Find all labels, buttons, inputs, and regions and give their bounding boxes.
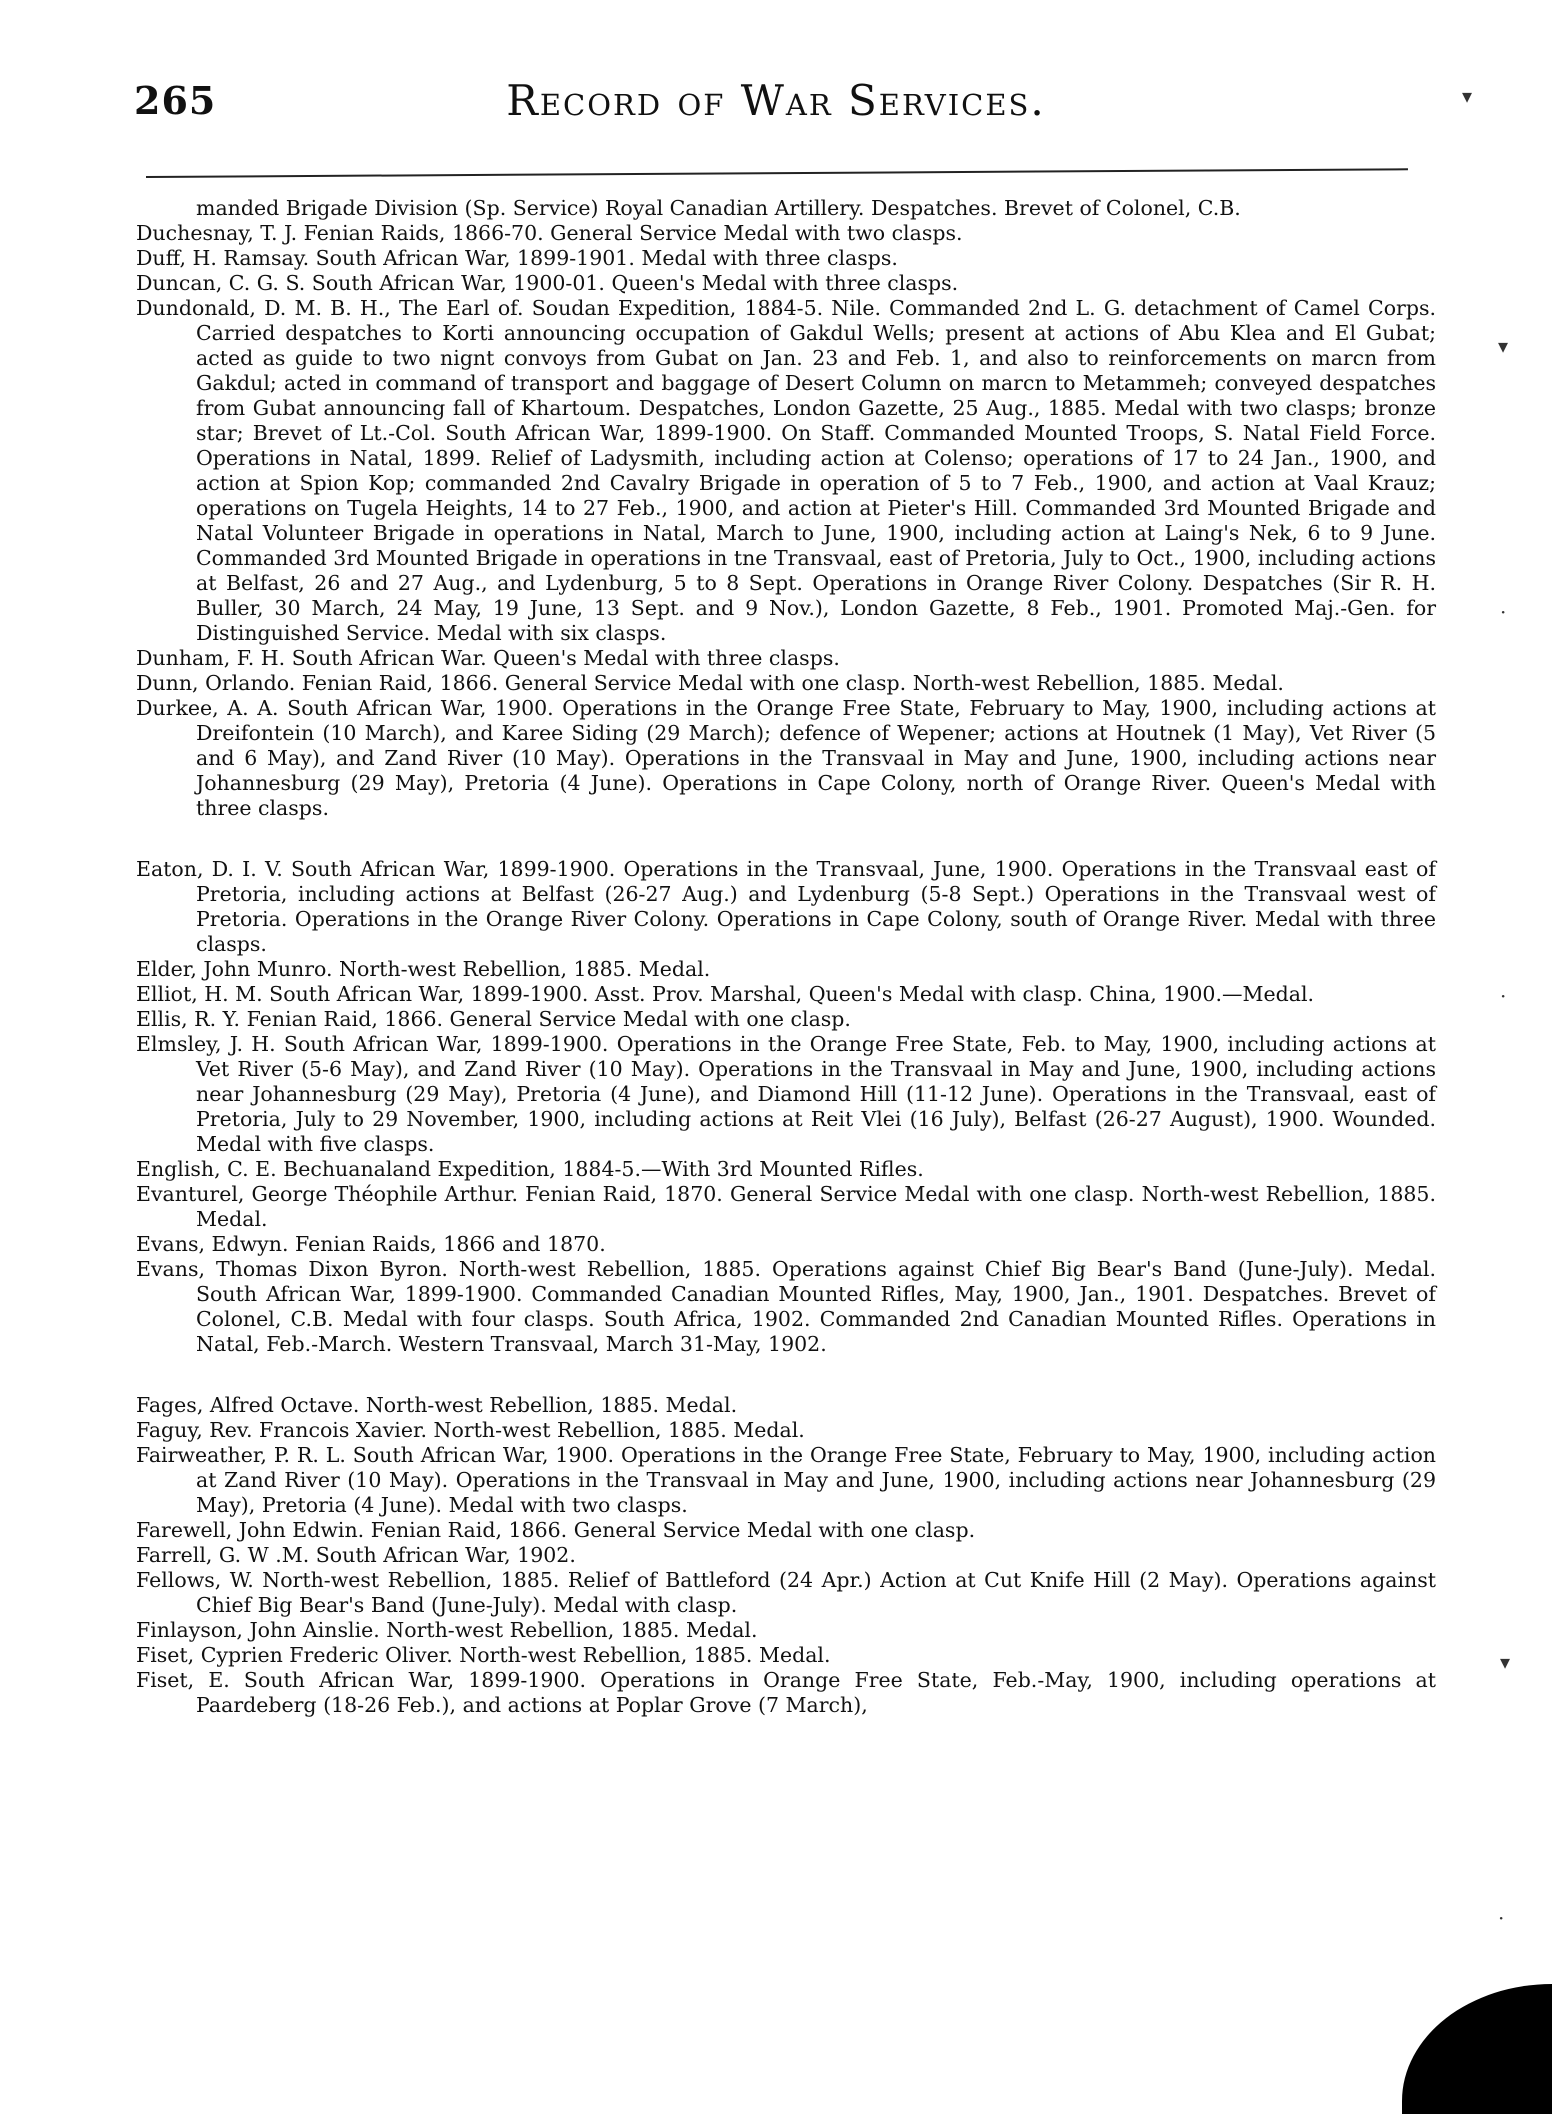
entry-duff: Duff, H. Ramsay. South African War, 1899-1901. Medal with three clasps. bbox=[136, 246, 898, 270]
header-rule bbox=[146, 168, 1408, 178]
entry-durkee: Durkee, A. A. South African War, 1900. Operations in the Orange Free State, February to May, 1900, including actions at Dreifontein (10 March), and Karee Siding (29 March); defence of Wepener; actions at Houtnek (1 May), Vet River (5 and 6 May), and Zand River (10 May). Operations in the Transvaal in May and June, 1900, including actions near Johannesburg (29 May), Pretoria (4 June). Operations in Cape Colony, north of Orange River. Queen's Medal with three clasps. bbox=[136, 696, 1436, 820]
page-title: Record of War Services. bbox=[506, 76, 1046, 125]
speck-mark: · bbox=[1500, 600, 1507, 624]
entry-duncan: Duncan, C. G. S. South African War, 1900-01. Queen's Medal with three clasps. bbox=[136, 271, 959, 295]
entry-evans-edwyn: Evans, Edwyn. Fenian Raids, 1866 and 1870. bbox=[136, 1232, 606, 1256]
section-gap bbox=[136, 1357, 1436, 1393]
speck-mark: ▾ bbox=[1462, 84, 1473, 108]
entry-fages: Fages, Alfred Octave. North-west Rebellion, 1885. Medal. bbox=[136, 1393, 738, 1417]
entries-list bbox=[136, 196, 1436, 1718]
section-gap bbox=[136, 821, 1436, 857]
entry-fiset-e: Fiset, E. South African War, 1899-1900. Operations in Orange Free State, Feb.-May, 1900, including operations at Paardeberg (18-26 Feb.), and actions at Poplar Grove (7 March), bbox=[136, 1668, 1436, 1717]
entry-elmsley: Elmsley, J. H. South African War, 1899-1900. Operations in the Orange Free State, Feb. to May, 1900, including actions at Vet River (5-6 May), and Zand River (10 May). Operations in the Transvaal in May and June, 1900, including actions near Johannesburg (29 May), Pretoria (4 June), and Diamond Hill (11-12 June). Operations in the Transvaal, east of Pretoria, July to 29 November, 1900, including actions at Reit Vlei (16 July), Belfast (26-27 August), 1900. Wounded. Medal with five clasps. bbox=[136, 1032, 1436, 1156]
page-number: 265 bbox=[134, 78, 217, 123]
entry-fairweather: Fairweather, P. R. L. South African War, 1900. Operations in the Orange Free State, February to May, 1900, including action at Zand River (10 May). Operations in the Transvaal in May and June, 1900, including actions near Johannesburg (29 May), Pretoria (4 June). Medal with two clasps. bbox=[136, 1443, 1436, 1517]
entry-farrell: Farrell, G. W .M. South African War, 1902. bbox=[136, 1543, 576, 1567]
entry-dundonald: Dundonald, D. M. B. H., The Earl of. Soudan Expedition, 1884-5. Nile. Commanded 2nd L. G. detachment of Camel Corps. Carried despatches to Korti announcing occupation of Gakdul Wells; present at actions of Abu Klea and El Gubat; acted as guide to two nignt convoys from Gubat on Jan. 23 and Feb. 1, and also to reinforcements on marcn from Gakdul; acted in command of transport and baggage of Desert Column on marcn to Metammeh; conveyed despatches from Gubat announcing fall of Khartoum. Despatches, London Gazette, 25 Aug., 1885. Medal with two clasps; bronze star; Brevet of Lt.-Col. South African War, 1899-1900. On Staff. Commanded Mounted Troops, S. Natal Field Force. Operations in Natal, 1899. Relief of Ladysmith, including action at Colenso; operations of 17 to 24 Jan., 1900, and action at Spion Kop; commanded 2nd Cavalry Brigade in operation of 5 to 7 Feb., 1900, and action at Vaal Krauz; operations on Tugela Heights, 14 to 27 Feb., 1900, and action at Pieter's Hill. Commanded 3rd Mounted Brigade and Natal Volunteer Brigade in operations in Natal, March to June, 1900, including action at Laing's Nek, 6 to 9 June. Commanded 3rd Mounted Brigade in operations in tne Transvaal, east of Pretoria, July to Oct., 1900, including actions at Belfast, 26 and 27 Aug., and Lydenburg, 5 to 8 Sept. Operations in Orange River Colony. Despatches (Sir R. H. Buller, 30 March, 24 May, 19 June, 13 Sept. and 9 Nov.), London Gazette, 8 Feb., 1901. Promoted Maj.-Gen. for Distinguished Service. Medal with six clasps. bbox=[136, 296, 1436, 645]
entry-fiset-cyprien: Fiset, Cyprien Frederic Oliver. North-west Rebellion, 1885. Medal. bbox=[136, 1643, 831, 1667]
entry-evanturel: Evanturel, George Théophile Arthur. Fenian Raid, 1870. General Service Medal with one clasp. North-west Rebellion, 1885. Medal. bbox=[136, 1182, 1436, 1231]
entry-evans-thomas: Evans, Thomas Dixon Byron. North-west Rebellion, 1885. Operations against Chief Big Bear's Band (June-July). Medal. South African War, 1899-1900. Commanded Canadian Mounted Rifles, May, 1900, Jan., 1901. Despatches. Brevet of Colonel, C.B. Medal with four clasps. South Africa, 1902. Commanded 2nd Canadian Mounted Rifles. Operations in Natal, Feb.-March. Western Transvaal, March 31-May, 1902. bbox=[136, 1257, 1436, 1356]
entry-english: English, C. E. Bechuanaland Expedition, 1884-5.—With 3rd Mounted Rifles. bbox=[136, 1157, 924, 1181]
entry-farewell: Farewell, John Edwin. Fenian Raid, 1866. General Service Medal with one clasp. bbox=[136, 1518, 976, 1542]
speck-mark: ▾ bbox=[1498, 334, 1509, 358]
entry-dunham: Dunham, F. H. South African War. Queen's Medal with three clasps. bbox=[136, 646, 840, 670]
scan-shadow bbox=[1402, 1984, 1552, 2114]
entry-eaton: Eaton, D. I. V. South African War, 1899-1900. Operations in the Transvaal, June, 1900. Operations in the Transvaal east of Pretoria, including actions at Belfast (26-27 Aug.) and Lydenburg (5-8 Sept.) Operations in the Transvaal west of Pretoria. Operations in the Orange River Colony. Operations in Cape Colony, south of Orange River. Medal with three clasps. bbox=[136, 857, 1436, 956]
entry-duchesnay: Duchesnay, T. J. Fenian Raids, 1866-70. General Service Medal with two clasps. bbox=[136, 221, 963, 245]
entry-dunn: Dunn, Orlando. Fenian Raid, 1866. General Service Medal with one clasp. North-west Rebellion, 1885. Medal. bbox=[136, 671, 1284, 695]
entry-finlayson: Finlayson, John Ainslie. North-west Rebellion, 1885. Medal. bbox=[136, 1618, 758, 1642]
entry-ellis: Ellis, R. Y. Fenian Raid, 1866. General Service Medal with one clasp. bbox=[136, 1007, 851, 1031]
speck-mark: ▾ bbox=[1500, 1650, 1511, 1674]
entry-fellows: Fellows, W. North-west Rebellion, 1885. Relief of Battleford (24 Apr.) Action at Cut Knife Hill (2 May). Operations against Chief Big Bear's Band (June-July). Medal with clasp. bbox=[136, 1568, 1436, 1617]
speck-mark: · bbox=[1500, 984, 1507, 1008]
entry-faguy: Faguy, Rev. Francois Xavier. North-west Rebellion, 1885. Medal. bbox=[136, 1418, 805, 1442]
speck-mark: · bbox=[1498, 1906, 1505, 1930]
entry-elder: Elder, John Munro. North-west Rebellion, 1885. Medal. bbox=[136, 957, 711, 981]
entry-continued: manded Brigade Division (Sp. Service) Royal Canadian Artillery. Despatches. Brevet of Colonel, C.B. bbox=[196, 196, 1241, 220]
entry-elliot: Elliot, H. M. South African War, 1899-1900. Asst. Prov. Marshal, Queen's Medal with clasp. China, 1900.—Medal. bbox=[136, 982, 1315, 1006]
